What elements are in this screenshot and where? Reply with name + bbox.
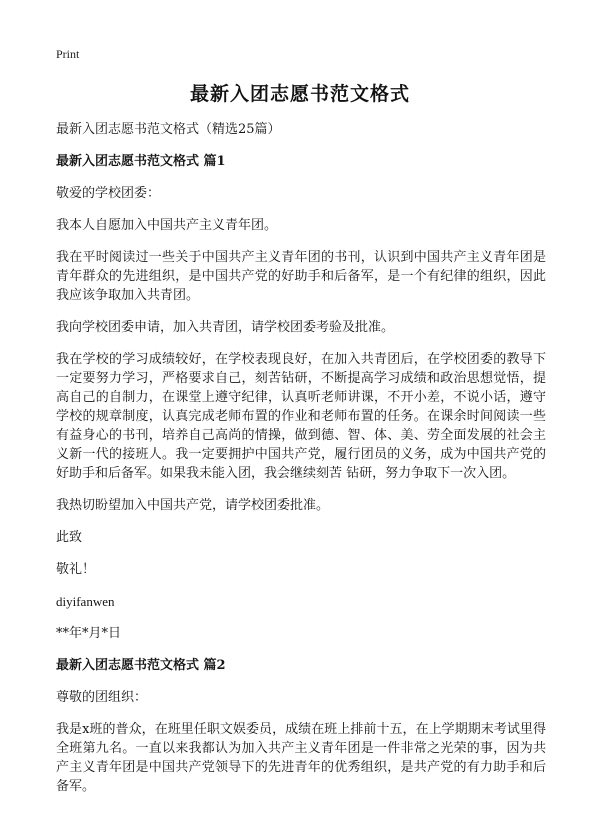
section-2-paragraph: 我是x班的普众，在班里任职文娱委员，成绩在班上排前十五，在上学期期末考试里得全班第九名。一直以来我都认为加入共产主义青年团是一件非常之光荣的事，因为共产主义青年团是中国共产党领导下的先进青年的优秀组织，是共产党的有力助手和后备军。 [56,722,546,794]
section-1-paragraph: 我向学校团委申请，加入共青团，请学校团委考验及批准。 [56,320,395,335]
section-1-signature: diyifanwen [56,594,115,609]
section-2-greeting: 尊敬的团组织： [56,690,148,705]
section-1-greeting: 敬爱的学校团委： [56,186,161,201]
document-subtitle: 最新入团志愿书范文格式（精选25篇） [56,122,281,137]
section-1-paragraph: 我在学校的学习成绩较好，在学校表现良好，在加入共青团后，在学校团委的教导下一定要努力学习，严格要求自己，刻苦钻研，不断提高学习成绩和政治思想觉悟，提高自己的自制力，在课堂上遵守纪律，认真听老师讲课，不开小差，不说小话，遵守学校的规章制度，认真完成老师布置的作业和老师布置的任务。在课余时间阅读一些有益身心的书刊，培养自己高尚的情操，做到德、智、体、美、劳全面发展的社会主义新一代的接班人。我一定要拥护中国共产党，履行团员的义务，成为中国共产党的好助手和后备军。如果我未能入团，我会继续刻苦 钻研，努力争取下一次入团。 [56,352,546,481]
section-1-date: **年*月*日 [56,626,122,641]
document-body [56,120,546,809]
section-1-paragraph: 我热切盼望加入中国共产党，请学校团委批准。 [56,498,330,513]
document-title: 最新入团志愿书范文格式 [189,83,410,105]
section-1-paragraph: 我在平时阅读过一些关于中国共产主义青年团的书刊，认识到中国共产主义青年团是青年群众的先进组织，是中国共产党的好助手和后备军，是一个有纪律的组织，因此我应该争取加入共青团。 [56,250,546,303]
section-2-heading: 最新入团志愿书范文格式 篇2 [56,658,226,673]
section-1-closing: 此致 [56,530,83,545]
section-1-paragraph: 我本人自愿加入中国共产主义青年团。 [56,218,278,233]
section-1-salute: 敬礼！ [56,562,96,577]
print-link[interactable]: Print [56,47,80,61]
section-1-heading: 最新入团志愿书范文格式 篇1 [56,154,226,169]
